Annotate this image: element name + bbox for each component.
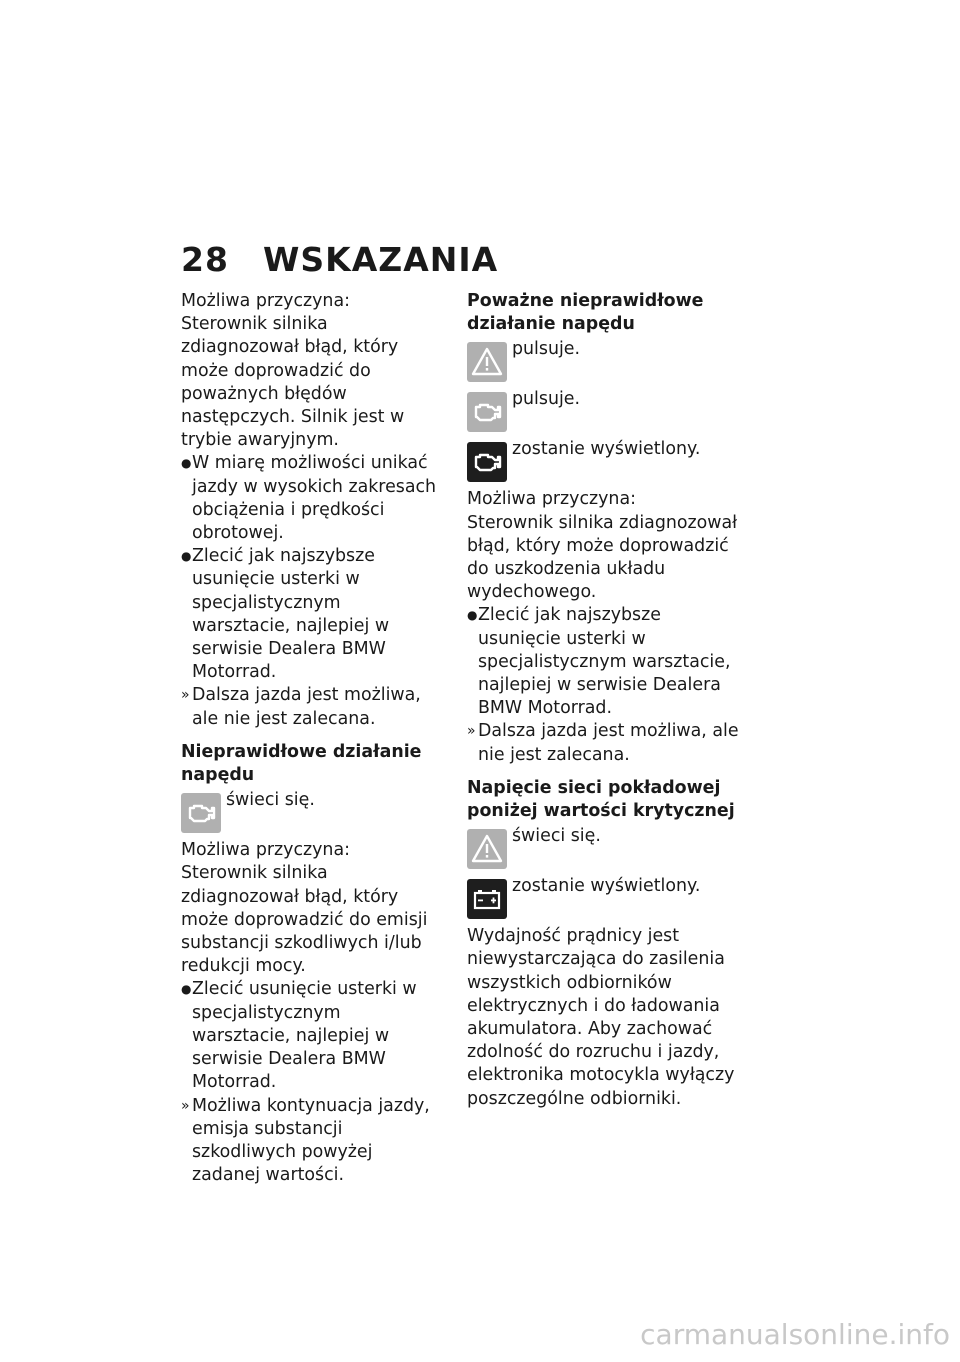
- cause-label: Możliwa przyczyna:: [181, 291, 350, 311]
- battery-icon: [467, 879, 507, 919]
- result-item: [467, 720, 739, 766]
- bullet-mark: ●: [467, 608, 478, 623]
- indicator-row: [467, 388, 739, 432]
- result-item-text: Dalsza jazda jest możliwa, ale nie jest zalecana.: [192, 685, 421, 729]
- description-text: Wydajność prądnicy jest niewystarczająca do zasilenia wszystkich odbiorników elektrycznych i do ładowania akumulatora. Aby zachować zdolność do rozruchu i jazdy, elektronika motocykla wyłączy poszczególne odbiorniki.: [467, 926, 735, 1109]
- indicator-row: [467, 338, 739, 382]
- list-item: [181, 545, 443, 684]
- indicator-text: pulsuje.: [512, 389, 581, 410]
- indicator-row: [181, 789, 443, 833]
- indicator-text: zostanie wyświetlony.: [512, 439, 701, 460]
- result-item-text: Dalsza jazda jest możliwa, ale nie jest zalecana.: [478, 721, 739, 765]
- bullet-mark: ●: [181, 549, 192, 564]
- list-item-text: Zlecić usunięcie usterki w specjalistycznym warsztacie, najlepiej w serwisie Dealera BMW Motorrad.: [192, 979, 417, 1093]
- engine-check-icon: [467, 442, 507, 482]
- list-item: [467, 604, 739, 720]
- arrow-mark: »: [181, 1097, 190, 1114]
- indicator-row: [467, 825, 739, 869]
- indicator-text: świeci się.: [512, 826, 601, 847]
- bullet-mark: ●: [181, 982, 192, 997]
- indicator-row: [467, 875, 739, 919]
- list-item: [181, 452, 443, 545]
- list-item-text: Zlecić jak najszybsze usunięcie usterki w specjalistycznym warsztacie, najlepiej w serwisie Dealera BMW Motorrad.: [478, 605, 731, 719]
- section-heading: Poważne nieprawidłowe działanie napędu: [467, 291, 704, 335]
- footer-watermark: carmanualsonline.info: [640, 1318, 950, 1351]
- list-item-text: Zlecić jak najszybsze usunięcie usterki w specjalistycznym warsztacie, najlepiej w serwisie Dealera BMW Motorrad.: [192, 546, 390, 683]
- page-header: [181, 240, 498, 279]
- list-item-text: W miarę możliwości unikać jazdy w wysokich zakresach obciążenia i prędkości obrotowej.: [192, 453, 437, 544]
- result-item: [181, 1095, 443, 1188]
- page-title: WSKAZANIA: [263, 240, 499, 279]
- engine-check-icon: [467, 392, 507, 432]
- result-item-text: Możliwa kontynuacja jazdy, emisja substancji szkodliwych powyżej zadanej wartości.: [192, 1095, 430, 1186]
- section-heading: Napięcie sieci pokładowej poniżej wartości krytycznej: [467, 777, 735, 822]
- bullet-mark: ●: [181, 456, 192, 471]
- indicator-text: pulsuje.: [512, 339, 581, 360]
- result-item: [181, 684, 443, 730]
- engine-check-icon: [181, 793, 221, 833]
- indicator-text: zostanie wyświetlony.: [512, 876, 701, 897]
- left-column: [181, 290, 443, 1187]
- cause-label: Możliwa przyczyna:: [467, 489, 636, 510]
- cause-text: Sterownik silnika zdiagnozował błąd, który może doprowadzić do emisji substancji szkodliwych i/lub redukcji mocy.: [181, 863, 428, 977]
- page-number: 28: [181, 240, 229, 279]
- cause-label: Możliwa przyczyna:: [181, 840, 350, 861]
- right-column: [467, 290, 739, 1111]
- indicator-row: [467, 438, 739, 482]
- cause-text: Sterownik silnika zdiagnozował błąd, który może doprowadzić do uszkodzenia układu wydechowego.: [467, 512, 738, 603]
- warning-triangle-icon: [467, 342, 507, 382]
- arrow-mark: »: [181, 687, 190, 704]
- cause-text: Sterownik silnika zdiagnozował błąd, który może doprowadzić do poważnych błędów następczych. Silnik jest w trybie awaryjnym.: [181, 314, 405, 451]
- arrow-mark: »: [467, 723, 476, 740]
- indicator-text: świeci się.: [226, 790, 315, 811]
- list-item: [181, 978, 443, 1094]
- section-heading: Nieprawidłowe działanie napędu: [181, 741, 422, 786]
- warning-triangle-icon: [467, 829, 507, 869]
